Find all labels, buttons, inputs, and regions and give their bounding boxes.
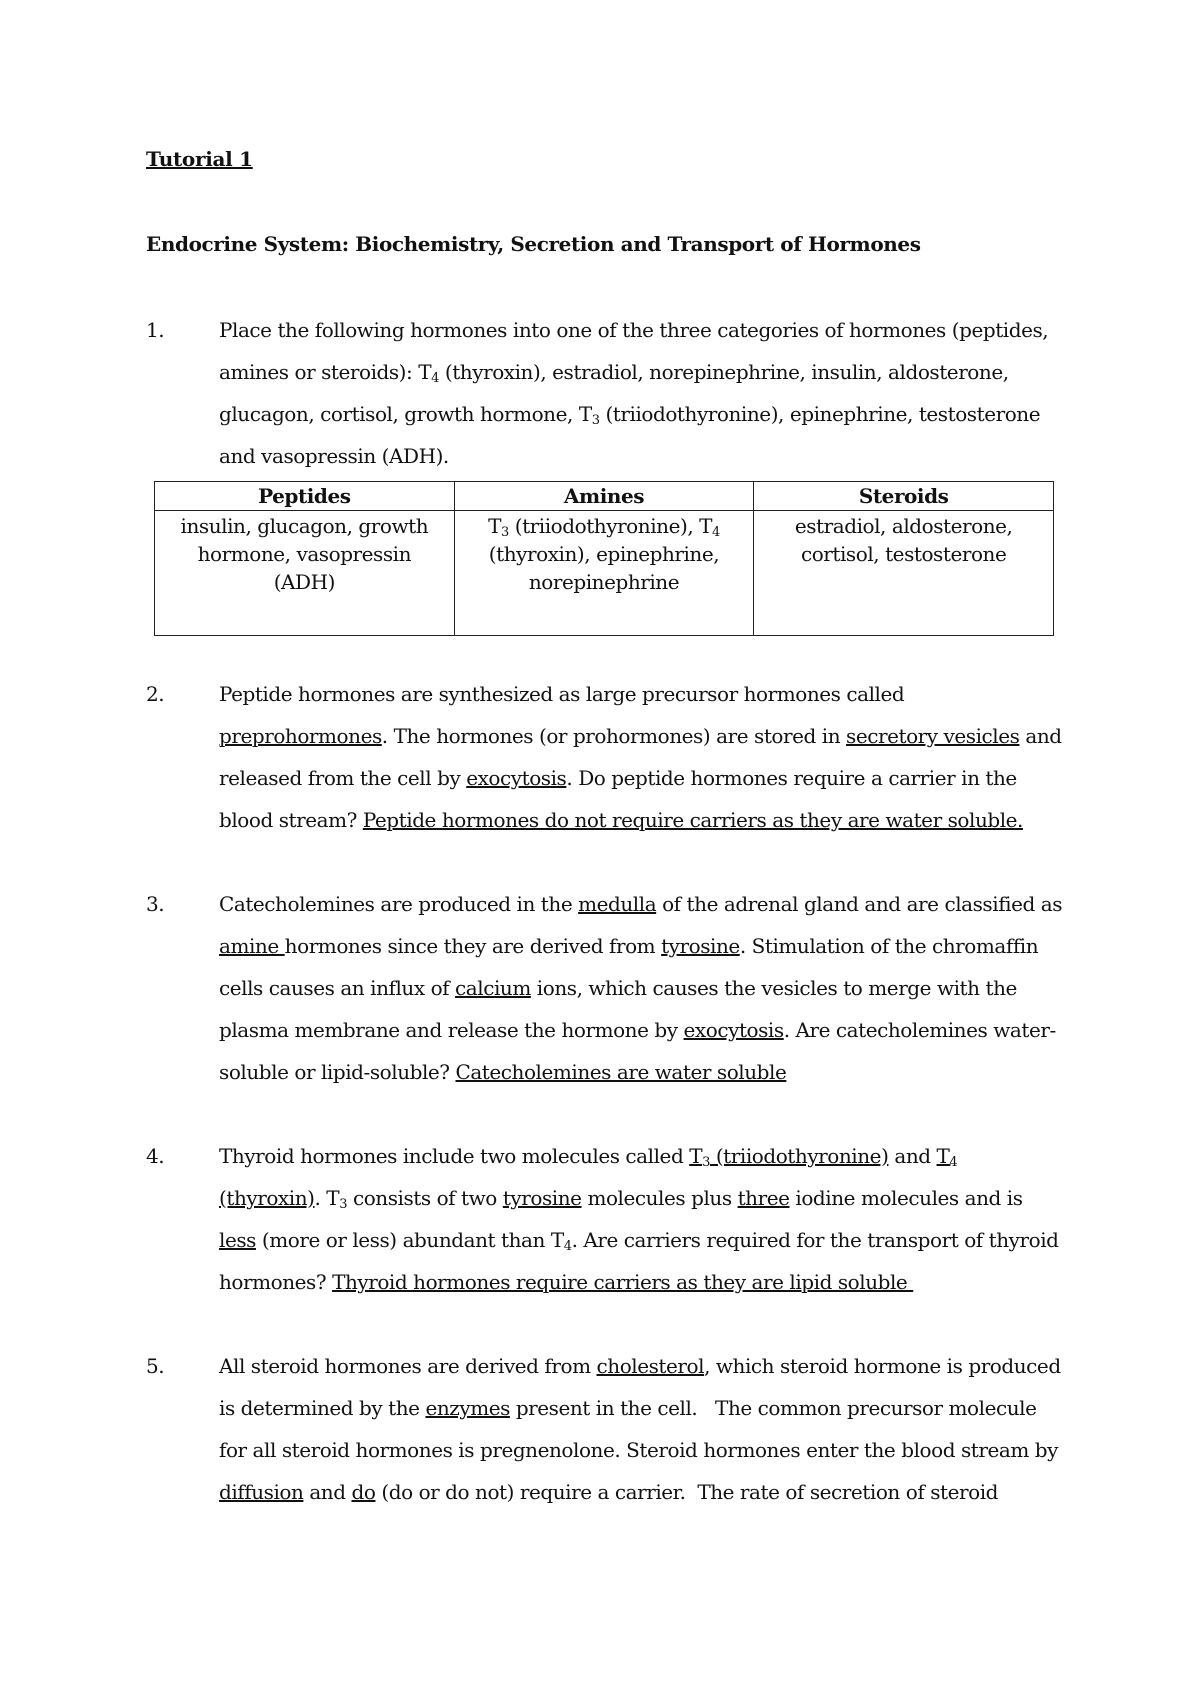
answer-blank: Catecholemines are water soluble — [455, 1060, 787, 1084]
question-text: preprohormones. The hormones (or prohormones) are stored in secretory vesicles and — [219, 724, 1062, 748]
answer-blank: $T_4$ — [936, 1144, 958, 1170]
question-text: plasma membrane and release the hormone by exocytosis. Are catecholemines water- — [219, 1018, 1056, 1042]
question-text: Thyroid hormones include two molecules called $T_3$ (triiodothyronine) and $T_4$ — [219, 1144, 958, 1170]
question-number: 2. — [146, 682, 165, 706]
answer-blank: tyrosine — [502, 1186, 582, 1210]
question-text: blood stream? Peptide hormones do not require carriers as they are water soluble. — [219, 808, 1023, 832]
answer-blank: secretory vesicles — [846, 724, 1020, 748]
question-number: 1. — [146, 318, 165, 342]
answer-blank: (thyroxin) — [219, 1186, 315, 1210]
peptides-cell: insulin, glucagon, growth hormone, vasopressin (ADH) — [155, 511, 455, 636]
question-number: 3. — [146, 892, 165, 916]
question-number: 5. — [146, 1354, 165, 1378]
answer-blank: diffusion — [219, 1480, 304, 1504]
question-text: amine hormones since they are derived from tyrosine. Stimulation of the chromaffin — [219, 934, 1039, 958]
question-text: amines or steroids): $T_4$ (thyroxin), estradiol, norepinephrine, insulin, aldosterone, — [219, 360, 1009, 386]
question-text: Peptide hormones are synthesized as large precursor hormones called — [219, 682, 905, 706]
amines-cell: $T_3$ (triiodothyronine), $T_4$ (thyroxin), epinephrine, norepinephrine — [454, 511, 754, 636]
question-text: All steroid hormones are derived from cholesterol, which steroid hormone is produced — [219, 1354, 1061, 1378]
steroids-cell: estradiol, aldosterone, cortisol, testosterone — [754, 511, 1054, 636]
question-number: 4. — [146, 1144, 165, 1168]
table-row — [155, 511, 1054, 636]
answer-blank: tyrosine — [661, 934, 740, 958]
answer-blank: do — [351, 1480, 376, 1504]
hormone-categories-table — [154, 481, 1054, 636]
document-title: Endocrine System: Biochemistry, Secretion and Transport of Hormones — [146, 232, 921, 256]
answer-blank: exocytosis — [683, 1018, 784, 1042]
tutorial-heading: Tutorial 1 — [146, 147, 253, 171]
question-text: (thyroxin). $T_3$ consists of two tyrosine molecules plus three iodine molecules and is — [219, 1186, 1023, 1212]
question-text: diffusion and do (do or do not) require a carrier. The rate of secretion of steroid — [219, 1480, 998, 1504]
answer-blank: less — [219, 1228, 256, 1252]
answer-blank: enzymes — [425, 1396, 510, 1420]
question-text: and vasopressin (ADH). — [219, 444, 449, 468]
answer-blank: calcium — [455, 976, 531, 1000]
answer-blank: preprohormones — [219, 724, 382, 748]
column-header-peptides: Peptides — [155, 482, 455, 511]
answer-blank: $T_3$ (triiodothyronine) — [689, 1144, 889, 1170]
question-text: is determined by the enzymes present in the cell. The common precursor molecule — [219, 1396, 1037, 1420]
answer-blank: exocytosis — [466, 766, 567, 790]
column-header-steroids: Steroids — [754, 482, 1054, 511]
column-header-amines: Amines — [454, 482, 754, 511]
answer-blank: three — [737, 1186, 790, 1210]
table-header-row — [155, 482, 1054, 511]
answer-blank: medulla — [578, 892, 657, 916]
question-text: less (more or less) abundant than $T_4$. Are carriers required for the transport of thyroid — [219, 1228, 1059, 1254]
answer-blank: cholesterol — [596, 1354, 705, 1378]
question-text: for all steroid hormones is pregnenolone. Steroid hormones enter the blood stream by — [219, 1438, 1058, 1462]
question-text: hormones? Thyroid hormones require carriers as they are lipid soluble — [219, 1270, 914, 1294]
question-text: soluble or lipid-soluble? Catecholemines are water soluble — [219, 1060, 787, 1084]
question-text: Catecholemines are produced in the medulla of the adrenal gland and are classified as — [219, 892, 1063, 916]
question-text: cells causes an influx of calcium ions, which causes the vesicles to merge with the — [219, 976, 1017, 1000]
question-text: glucagon, cortisol, growth hormone, $T_3$ (triiodothyronine), epinephrine, testosterone — [219, 402, 1041, 428]
question-text: Place the following hormones into one of the three categories of hormones (peptides, — [219, 318, 1049, 342]
question-text: released from the cell by exocytosis. Do peptide hormones require a carrier in the — [219, 766, 1017, 790]
answer-blank: amine — [219, 934, 285, 958]
answer-blank: Peptide hormones do not require carriers as they are water soluble. — [362, 808, 1023, 832]
answer-blank: Thyroid hormones require carriers as they are lipid soluble — [332, 1270, 914, 1294]
